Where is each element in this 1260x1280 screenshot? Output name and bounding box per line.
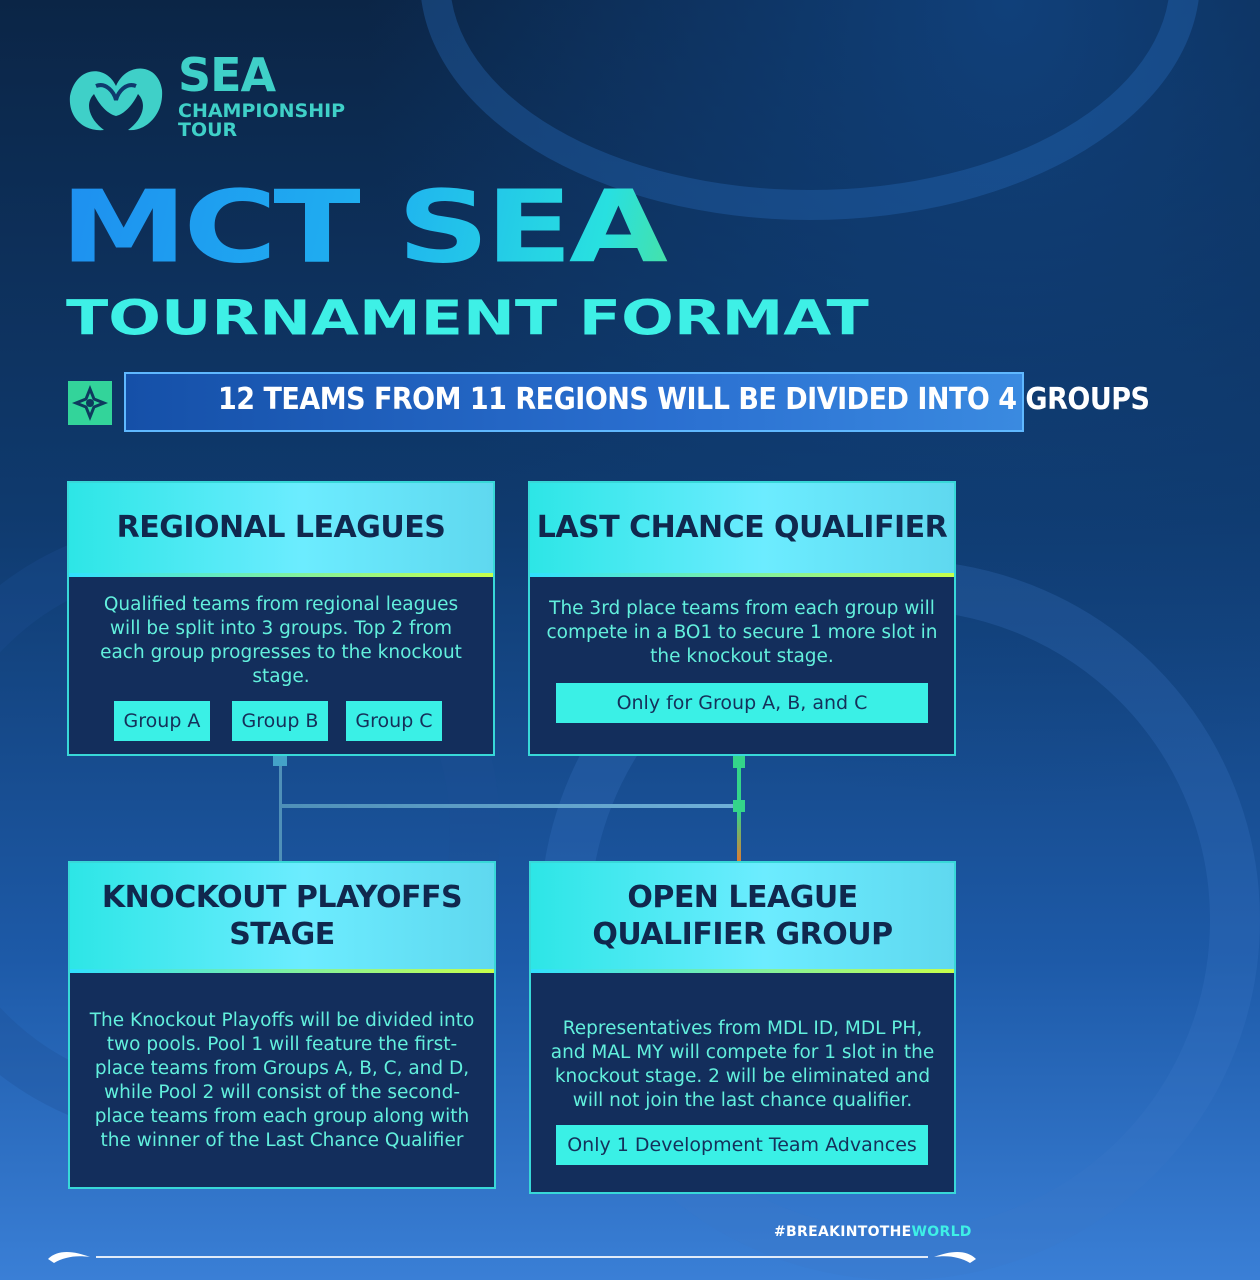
connector-line <box>737 768 741 802</box>
card-heading <box>531 863 954 969</box>
wing-ornament-left-icon <box>46 1249 92 1265</box>
connector-line <box>279 766 282 862</box>
knockout-title-line1: KNOCKOUT PLAYOFFS <box>101 879 463 915</box>
logo-wordmark <box>178 48 346 141</box>
connector-node <box>273 756 287 766</box>
card-heading <box>70 863 494 969</box>
heading-accent-bar <box>530 573 954 577</box>
last-chance-title: LAST CHANCE QUALIFIER <box>536 510 948 546</box>
sea-championship-tour-logo <box>66 48 366 147</box>
hashtag-prefix: #BREAKINTOTHE <box>774 1224 912 1240</box>
regional-leagues-description: Qualified teams from regional leagues will be split into 3 groups. Top 2 from each group progresses to the knockout stage. <box>100 594 462 687</box>
connector-line <box>282 804 734 808</box>
banner-text: 12 TEAMS FROM 11 REGIONS WILL BE DIVIDED INTO 4 GROUPS <box>218 382 1150 417</box>
last-chance-note: Only for Group A, B, and C <box>556 683 928 723</box>
logo-line1: CHAMPIONSHIP <box>178 100 346 122</box>
main-subtitle: TOURNAMENT FORMAT <box>66 289 869 347</box>
connector-node <box>733 756 745 768</box>
mlbb-emblem-icon <box>68 381 112 425</box>
mlbb-logo-icon <box>66 56 166 136</box>
footer-divider <box>96 1256 928 1258</box>
connector-node <box>733 800 745 812</box>
hashtag <box>774 1224 972 1240</box>
logo-line2: TOUR <box>178 119 238 141</box>
connector-line <box>737 812 741 862</box>
card-heading <box>69 483 493 573</box>
last-chance-description: The 3rd place teams from each group will compete in a BO1 to secure 1 more slot in the knockout stage. <box>546 598 938 667</box>
heading-accent-bar <box>531 969 954 973</box>
group-a-tag: Group A <box>114 701 210 741</box>
group-b-tag: Group B <box>232 701 328 741</box>
knockout-playoffs-card <box>68 861 496 1189</box>
main-title: MCT SEA <box>60 178 960 278</box>
regional-leagues-title: REGIONAL LEAGUES <box>116 510 446 546</box>
open-league-description: Representatives from MDL ID, MDL PH, and MAL MY will compete for 1 slot in the knockout stage. 2 will be eliminated and will not join the last chance qualifier. <box>550 1018 935 1111</box>
wing-ornament-right-icon <box>932 1249 978 1265</box>
card-heading <box>530 483 954 573</box>
knockout-description: The Knockout Playoffs will be divided into two pools. Pool 1 will feature the first-place teams from Groups A, B, C, and D, while Pool 2 will consist of the second-place teams from each group along with the winner of the Last Chance Qualifier <box>89 1010 475 1151</box>
open-league-qualifier-card <box>529 861 956 1194</box>
hashtag-highlight: WORLD <box>911 1224 972 1240</box>
open-league-title-line1: OPEN LEAGUE <box>627 879 858 915</box>
regional-leagues-card <box>67 481 495 756</box>
teams-banner <box>124 372 1150 432</box>
heading-accent-bar <box>70 969 494 973</box>
logo-title: SEA <box>178 48 276 102</box>
last-chance-qualifier-card <box>528 481 956 756</box>
heading-accent-bar <box>69 573 493 577</box>
group-c-tag: Group C <box>346 701 442 741</box>
open-league-note: Only 1 Development Team Advances <box>556 1125 928 1165</box>
knockout-title-line2: STAGE <box>229 917 335 952</box>
open-league-title-line2: QUALIFIER GROUP <box>592 917 893 952</box>
